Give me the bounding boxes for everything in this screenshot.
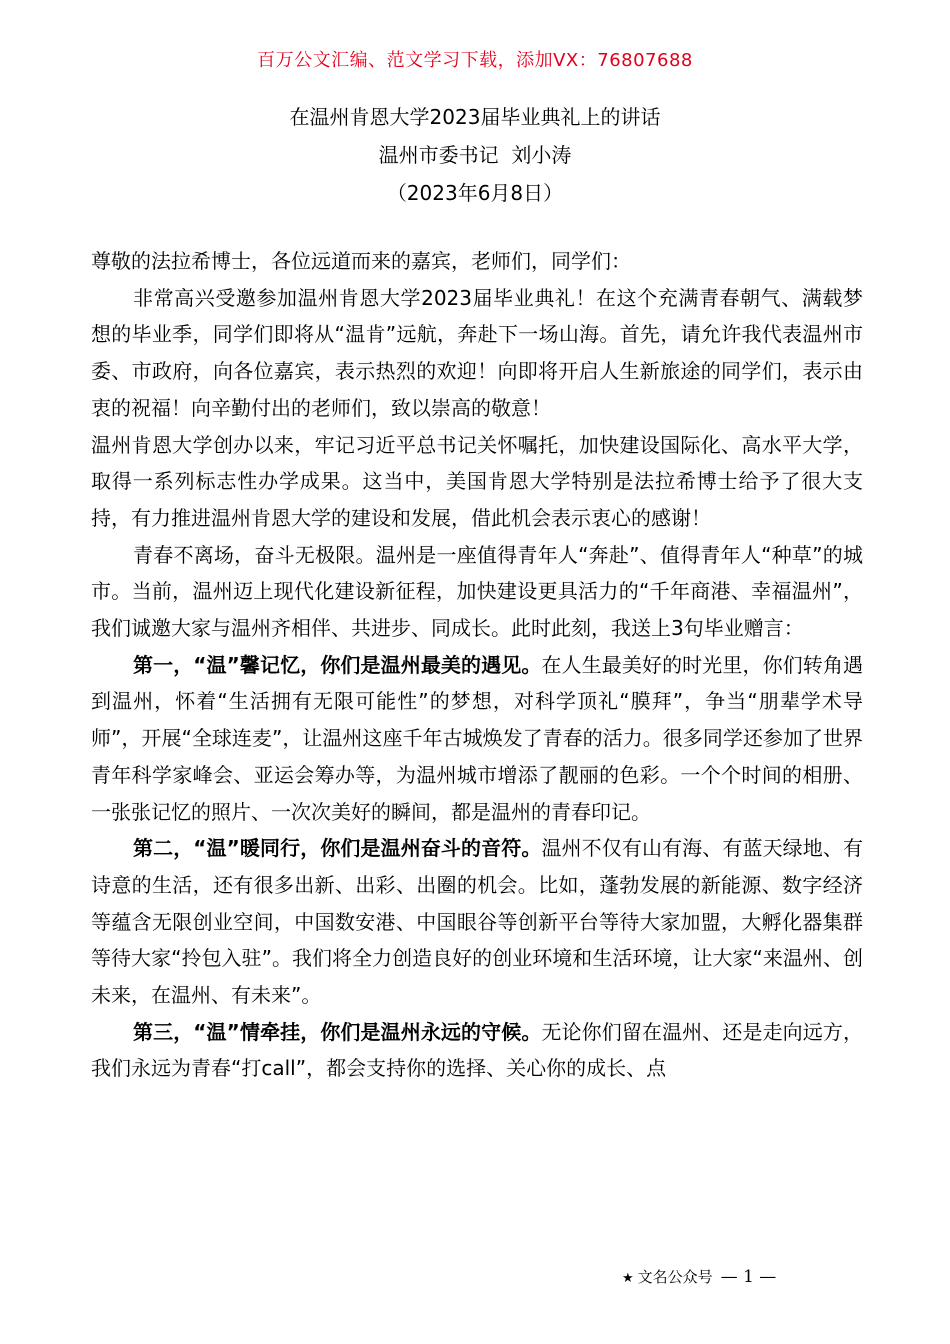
header-note: 百万公文汇编、范文学习下载，添加VX：76807688 [257, 50, 693, 71]
speech-date: （2023年6月8日） [386, 181, 564, 205]
star-icon: ★ [622, 1271, 634, 1286]
point-2-heading: 第二，“温”暖同行，你们是温州奋斗的音符。 [133, 836, 542, 861]
paragraph-1: 非常高兴受邀参加温州肯恩大学2023届毕业典礼！在这个充满青春朝气、满载梦想的毕业季，同学们即将从“温肯”远航，奔赴下一场山海。首先，请允许我代表温州市委、市政府，向各位嘉宾，表示热烈的欢迎！向即将开启人生新旅途的同学们，表示由衷的祝福！向辛勤付出的老师们，致以崇高的敬意！ [91, 285, 863, 420]
paragraph-4 [91, 647, 863, 831]
paragraph-3: 青春不离场，奋斗无极限。温州是一座值得青年人“奔赴”、值得青年人“种草”的城市。当前，温州迈上现代化建设新征程，加快建设更具活力的“千年商港、幸福温州”，我们诚邀大家与温州齐相伴、共进步、同成长。此时此刻，我送上3句毕业赠言： [91, 542, 863, 641]
paragraph-2: 温州肯恩大学创办以来，牢记习近平总书记关怀嘱托，加快建设国际化、高水平大学，取得一系列标志性办学成果。这当中，美国肯恩大学特别是法拉希博士给予了很大支持，有力推进温州肯恩大学的建设和发展，借此机会表示衷心的感谢！ [91, 432, 863, 530]
speech-title: 在温州肯恩大学2023届毕业典礼上的讲话 [289, 105, 661, 129]
title-block [0, 98, 950, 212]
point-2-text: 温州不仅有山有海、有蓝天绿地、有诗意的生活，还有很多出新、出彩、出圈的机会。比如，蓬勃发展的新能源、数字经济等蕴含无限创业空间，中国数安港、中国眼谷等创新平台等待大家加盟，大孵化器集群等待大家“拎包入驻”。我们将全力创造良好的创业环境和生活环境，让大家“来温州、创未来，在温州、有未来”。 [91, 836, 863, 1008]
salutation: 尊敬的法拉希博士，各位远道而来的嘉宾，老师们，同学们： [91, 249, 631, 273]
point-3-text: 无论你们留在温州、还是走向远方，我们永远为青春“打call”，都会支持你的选择、关心你的成长、点 [91, 1019, 863, 1081]
speech-body [91, 243, 863, 1087]
speaker-line: 温州市委书记 刘小涛 [378, 143, 572, 167]
page-footer [622, 1266, 776, 1287]
paragraph-5 [91, 830, 863, 1014]
paragraph-6 [91, 1014, 863, 1087]
page-number: — 1 — [720, 1267, 777, 1287]
point-1-heading: 第一，“温”馨记忆，你们是温州最美的遇见。 [133, 652, 542, 677]
footer-label: 文名公众号 [637, 1268, 713, 1286]
point-1-text: 在人生最美好的时光里，你们转角遇到温州，怀着“生活拥有无限可能性”的梦想，对科学顶礼“膜拜”，争当“朋辈学术导师”，开展“全球连麦”，让温州这座千年古城焕发了青春的活力。很多同学还参加了世界青年科学家峰会、亚运会筹办等，为温州城市增添了靓丽的色彩。一个个时间的相册、一张张记忆的照片、一次次美好的瞬间，都是温州的青春印记。 [91, 652, 863, 824]
point-3-heading: 第三，“温”情牵挂，你们是温州永远的守候。 [133, 1019, 542, 1044]
